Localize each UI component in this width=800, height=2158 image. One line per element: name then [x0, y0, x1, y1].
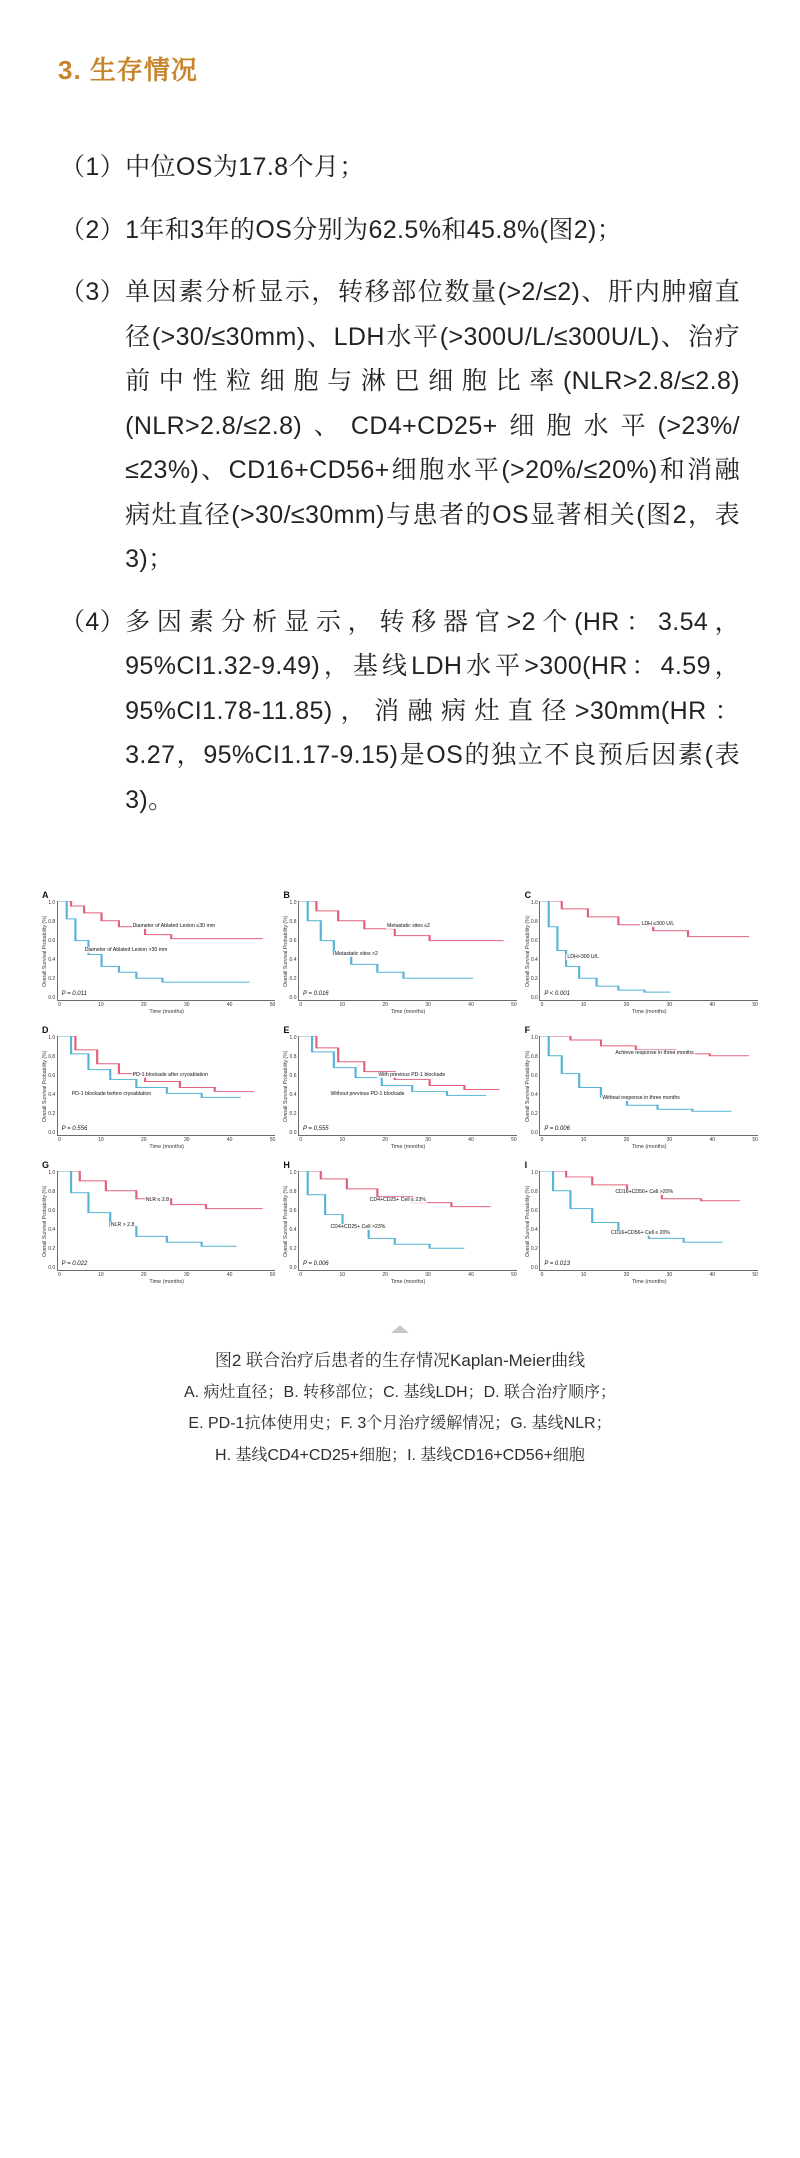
- y-tick: 0.0: [289, 1130, 297, 1136]
- p-value: P = 0.016: [302, 991, 329, 997]
- p-value: P = 0.006: [302, 1261, 329, 1267]
- x-tick: 40: [709, 1137, 716, 1143]
- x-tick: 0: [540, 1137, 544, 1143]
- y-axis-label: Overall Survival Probability (%): [524, 915, 531, 987]
- panel-letter: H: [283, 1160, 290, 1170]
- x-tick: 30: [666, 1002, 673, 1008]
- y-axis-label: Overall Survival Probability (%): [42, 1185, 48, 1257]
- panel-a: [40, 890, 277, 1015]
- x-tick: 10: [339, 1002, 346, 1008]
- x-tick: 0: [540, 1002, 544, 1008]
- y-axis-label: Overall Survival Probability (%): [283, 915, 290, 987]
- y-tick: 0.2: [530, 1111, 538, 1117]
- y-tick: 0.0: [48, 995, 56, 1001]
- y-tick: 0.8: [289, 1054, 297, 1060]
- list-item-text: 多因素分析显示，转移器官>2个(HR：3.54，95%CI1.32-9.49)，基线LDH水平>300(HR：4.59，95%CI1.78-11.85)，消融病灶直径>30mm(HR：3.27，95%CI1.17-9.15)是OS的独立不良预后因素(表3)。: [125, 607, 740, 814]
- survival-curves: [299, 1036, 517, 1135]
- y-axis-label: Overall Survival Probability (%): [42, 915, 48, 987]
- list-item-text: 中位OS为17.8个月；: [125, 153, 365, 181]
- y-tick: 1.0: [289, 900, 297, 906]
- y-tick: 0.0: [530, 1130, 538, 1136]
- list-item-text: 单因素分析显示，转移部位数量(>2/≤2)、肝内肿瘤直径(>30/≤30mm)、LDH水平(>300U/L/≤300U/L)、治疗前中性粒细胞与淋巴细胞比率(NLR>2.8/≤2.8)(NLR>2.8/≤2.8)、CD4+CD25+细胞水平(>23%/≤23%)、CD16+CD56+细胞水平(>20%/≤20%)和消融病灶直径(>30/≤30mm)与患者的OS显著相关(图2，表3)；: [125, 278, 740, 573]
- curve-label: NLR ≤ 2.8: [145, 1196, 170, 1203]
- y-tick: 0.8: [48, 1189, 56, 1195]
- x-axis-ticks: [541, 1138, 758, 1143]
- survival-curves: [58, 1171, 276, 1270]
- y-tick: 0.4: [530, 1092, 538, 1098]
- y-tick: 0.8: [48, 919, 56, 925]
- x-tick: 0: [299, 1137, 303, 1143]
- x-tick: 0: [299, 1272, 303, 1278]
- y-tick: 0.4: [289, 1227, 297, 1233]
- x-tick: 20: [382, 1272, 388, 1278]
- p-value: P = 0.013: [544, 1261, 570, 1267]
- plot-area: [57, 1171, 276, 1271]
- x-axis-label: Time (months): [632, 1009, 667, 1015]
- panel-f: [523, 1025, 760, 1150]
- p-value: P = 0.022: [61, 1261, 88, 1267]
- caption-line: H. 基线CD4+CD25+细胞；I. 基线CD16+CD56+细胞: [215, 1446, 585, 1464]
- curve-label: CD4+CD25+ Cell >23%: [330, 1224, 386, 1231]
- x-axis-ticks: [299, 1003, 516, 1008]
- x-tick: 40: [709, 1002, 716, 1008]
- y-tick: 0.0: [289, 1265, 297, 1271]
- x-axis-label: Time (months): [390, 1009, 426, 1015]
- curve-label: PD-1 blockade after cryoablation: [132, 1071, 208, 1078]
- list-item-marker: （3）: [60, 278, 126, 306]
- caption-line: A. 病灶直径；B. 转移部位；C. 基线LDH；D. 联合治疗顺序；: [183, 1384, 617, 1402]
- y-axis-ticks: [531, 1171, 539, 1271]
- x-tick: 50: [752, 1137, 758, 1143]
- p-value: P = 0.556: [61, 1126, 88, 1132]
- y-tick: 0.8: [48, 1054, 56, 1060]
- plot-area: [57, 901, 276, 1001]
- list-item: [60, 208, 740, 253]
- x-tick: 50: [752, 1272, 758, 1278]
- x-tick: 30: [666, 1272, 673, 1278]
- x-axis-label: Time (months): [390, 1279, 426, 1285]
- y-tick: 0.8: [289, 1189, 297, 1195]
- plot-area: [298, 1171, 517, 1271]
- y-tick: 0.6: [48, 1208, 56, 1214]
- y-tick: 0.6: [289, 1208, 297, 1214]
- x-tick: 50: [752, 1002, 758, 1008]
- y-tick: 0.2: [530, 976, 538, 982]
- curve-label: PD-1 blockade before cryoablation: [71, 1091, 152, 1098]
- plot-area: [539, 1171, 758, 1271]
- x-tick: 30: [183, 1272, 190, 1278]
- list-item-text: 1年和3年的OS分别为62.5%和45.8%(图2)；: [125, 215, 623, 244]
- bottom-spacer: [0, 1471, 800, 1511]
- y-axis-ticks: [48, 1171, 56, 1271]
- survival-curves: [58, 1036, 276, 1135]
- x-tick: 20: [382, 1137, 388, 1143]
- x-axis-ticks: [299, 1273, 516, 1278]
- x-tick: 30: [666, 1137, 673, 1143]
- p-value: P = 0.006: [544, 1126, 570, 1132]
- figure-2: [40, 884, 760, 1471]
- list-item: [60, 145, 740, 190]
- panel-letter: F: [524, 1025, 531, 1035]
- panel-h: [281, 1160, 518, 1285]
- x-tick: 10: [98, 1272, 104, 1278]
- y-tick: 0.6: [289, 938, 297, 944]
- plot-area: [539, 1036, 758, 1136]
- y-tick: 1.0: [530, 1170, 538, 1176]
- plot-area: [298, 901, 517, 1001]
- panel-letter: B: [283, 890, 290, 900]
- survival-curves: [299, 901, 517, 1000]
- curve-label: Diameter of Ablated Lesion ≤30 mm: [132, 922, 216, 929]
- x-tick: 30: [183, 1002, 190, 1008]
- list-item-marker: （2）: [60, 215, 126, 244]
- y-tick: 1.0: [48, 900, 56, 906]
- y-tick: 0.8: [530, 1054, 538, 1060]
- section-title-text: 生存情况: [89, 55, 198, 85]
- y-axis-ticks: [531, 901, 539, 1001]
- y-tick: 1.0: [289, 1035, 297, 1041]
- x-tick: 0: [299, 1002, 303, 1008]
- survival-curves: [540, 901, 758, 1000]
- y-tick: 0.2: [289, 1246, 297, 1252]
- y-axis-ticks: [531, 1036, 539, 1136]
- y-axis-ticks: [290, 901, 298, 1001]
- y-axis-label: Overall Survival Probability (%): [283, 1050, 290, 1122]
- list-item-marker: （1）: [60, 153, 126, 181]
- y-axis-label: Overall Survival Probability (%): [524, 1185, 531, 1257]
- x-tick: 0: [58, 1272, 61, 1278]
- y-axis-ticks: [48, 901, 56, 1001]
- x-tick: 10: [580, 1272, 587, 1278]
- document-page: [0, 50, 800, 2158]
- y-tick: 0.8: [530, 1189, 538, 1195]
- y-axis-label: Overall Survival Probability (%): [524, 1050, 531, 1122]
- curve-label: With previous PD-1 blockade: [378, 1071, 446, 1078]
- x-tick: 20: [623, 1002, 630, 1008]
- panel-letter: E: [283, 1025, 290, 1035]
- y-tick: 0.2: [48, 976, 56, 982]
- y-tick: 1.0: [289, 1170, 297, 1176]
- caption-line: E. PD-1抗体使用史；F. 3个月治疗缓解情况；G. 基线NLR；: [188, 1415, 612, 1433]
- x-tick: 20: [382, 1002, 388, 1008]
- x-tick: 40: [468, 1272, 474, 1278]
- x-axis-label: Time (months): [632, 1279, 667, 1285]
- x-tick: 30: [425, 1137, 431, 1143]
- y-tick: 0.6: [289, 1073, 297, 1079]
- curve-label: LDH ≤300 U/L: [641, 920, 675, 927]
- list-item-marker: （4）: [60, 607, 126, 636]
- x-axis-ticks: [58, 1138, 275, 1143]
- plot-area: [57, 1036, 276, 1136]
- y-tick: 0.4: [530, 957, 538, 963]
- y-tick: 0.6: [48, 1073, 56, 1079]
- y-tick: 0.6: [530, 1073, 538, 1079]
- x-axis-ticks: [58, 1273, 275, 1278]
- x-tick: 10: [339, 1137, 346, 1143]
- x-tick: 40: [468, 1137, 474, 1143]
- x-tick: 40: [226, 1137, 233, 1143]
- x-tick: 20: [623, 1137, 630, 1143]
- y-axis-ticks: [290, 1171, 298, 1271]
- curve-label: LDH>300 U/L: [567, 954, 599, 961]
- panel-b: [281, 890, 518, 1015]
- x-axis-label: Time (months): [632, 1144, 667, 1150]
- curve-label: Without response in three months: [602, 1095, 680, 1102]
- curve-label: Without previous PD-1 blockade: [330, 1091, 405, 1098]
- y-tick: 1.0: [530, 900, 538, 906]
- y-tick: 0.2: [289, 1111, 297, 1117]
- x-axis-label: Time (months): [149, 1144, 184, 1150]
- panel-i: [523, 1160, 760, 1285]
- x-tick: 20: [623, 1272, 630, 1278]
- y-axis-ticks: [48, 1036, 56, 1136]
- x-tick: 50: [269, 1002, 276, 1008]
- x-axis-ticks: [299, 1138, 516, 1143]
- panel-letter: C: [524, 890, 532, 900]
- x-tick: 20: [141, 1137, 147, 1143]
- x-tick: 30: [425, 1272, 431, 1278]
- y-tick: 0.0: [530, 995, 538, 1001]
- panel-letter: G: [42, 1160, 50, 1170]
- x-tick: 10: [580, 1002, 587, 1008]
- x-tick: 10: [580, 1137, 587, 1143]
- x-tick: 30: [183, 1137, 190, 1143]
- y-tick: 0.8: [289, 919, 297, 925]
- y-tick: 0.6: [530, 1208, 538, 1214]
- figure-caption: [40, 1325, 760, 1471]
- x-tick: 50: [511, 1272, 517, 1278]
- x-tick: 10: [98, 1002, 104, 1008]
- x-tick: 10: [339, 1272, 346, 1278]
- x-tick: 0: [58, 1002, 61, 1008]
- x-tick: 40: [709, 1272, 716, 1278]
- curve-label: CD4+CD25+ Cell ≤ 23%: [369, 1196, 426, 1203]
- y-tick: 1.0: [530, 1035, 538, 1041]
- x-axis-label: Time (months): [149, 1009, 184, 1015]
- curve-label: Metastatic sites >2: [334, 950, 378, 957]
- survival-curves: [299, 1171, 517, 1270]
- curve-label: Diameter of Ablated Lesion >30 mm: [84, 946, 168, 953]
- x-tick: 10: [98, 1137, 104, 1143]
- x-tick: 40: [226, 1002, 233, 1008]
- y-axis-label: Overall Survival Probability (%): [42, 1050, 48, 1122]
- section-number: 3.: [58, 55, 82, 85]
- y-tick: 0.4: [530, 1227, 538, 1233]
- p-value: P = 0.011: [61, 991, 87, 997]
- panel-letter: I: [524, 1160, 528, 1170]
- y-axis-ticks: [290, 1036, 298, 1136]
- y-tick: 0.0: [48, 1130, 56, 1136]
- y-axis-label: Overall Survival Probability (%): [283, 1185, 290, 1257]
- x-tick: 40: [468, 1002, 474, 1008]
- y-tick: 0.6: [530, 938, 538, 944]
- x-axis-ticks: [58, 1003, 275, 1008]
- x-tick: 50: [511, 1137, 517, 1143]
- y-tick: 0.2: [289, 976, 297, 982]
- plot-area: [298, 1036, 517, 1136]
- curve-label: Achieve response in three months: [615, 1049, 694, 1056]
- x-tick: 20: [141, 1002, 147, 1008]
- y-tick: 0.0: [289, 995, 297, 1001]
- p-value: P = 0.555: [302, 1126, 329, 1132]
- x-axis-label: Time (months): [149, 1279, 184, 1285]
- curve-label: CD16+CD56+ Cell >20%: [615, 1188, 674, 1195]
- survival-curves: [540, 1171, 758, 1270]
- y-tick: 0.4: [48, 1227, 56, 1233]
- x-tick: 0: [58, 1137, 61, 1143]
- y-tick: 0.2: [530, 1246, 538, 1252]
- y-tick: 0.4: [289, 957, 297, 963]
- x-axis-ticks: [541, 1273, 758, 1278]
- x-tick: 50: [511, 1002, 517, 1008]
- x-tick: 40: [226, 1272, 233, 1278]
- panel-c: [523, 890, 760, 1015]
- caption-title: 图2 联合治疗后患者的生存情况Kaplan-Meier曲线: [214, 1351, 586, 1370]
- plot-area: [539, 901, 758, 1001]
- y-tick: 1.0: [48, 1035, 56, 1041]
- y-tick: 0.4: [48, 1092, 56, 1098]
- p-value: P < 0.001: [544, 991, 570, 997]
- x-tick: 50: [269, 1137, 276, 1143]
- x-tick: 30: [425, 1002, 431, 1008]
- curve-label: Metastatic sites ≤2: [387, 922, 430, 929]
- triangle-up-icon: [391, 1325, 409, 1333]
- list-item: [60, 270, 740, 582]
- panel-d: [40, 1025, 277, 1150]
- y-tick: 0.8: [530, 919, 538, 925]
- y-tick: 0.2: [48, 1246, 56, 1252]
- y-tick: 0.4: [48, 957, 56, 963]
- panel-g: [40, 1160, 277, 1285]
- y-tick: 0.4: [289, 1092, 297, 1098]
- x-axis-ticks: [541, 1003, 758, 1008]
- curve-label: NLR > 2.8: [110, 1222, 135, 1229]
- section-heading: [58, 50, 800, 87]
- y-tick: 0.0: [48, 1265, 56, 1271]
- curve-label: CD16+CD56+ Cell ≤ 20%: [610, 1230, 671, 1237]
- x-tick: 0: [540, 1272, 544, 1278]
- panel-e: [281, 1025, 518, 1150]
- y-tick: 1.0: [48, 1170, 56, 1176]
- y-tick: 0.2: [48, 1111, 56, 1117]
- panel-letter: D: [42, 1025, 49, 1035]
- list-item: [60, 600, 740, 823]
- panel-letter: A: [42, 890, 49, 900]
- x-tick: 50: [269, 1272, 276, 1278]
- numbered-list: [60, 145, 740, 822]
- x-tick: 20: [141, 1272, 147, 1278]
- y-tick: 0.0: [530, 1265, 538, 1271]
- y-tick: 0.6: [48, 938, 56, 944]
- kaplan-meier-panel-grid: [40, 890, 760, 1285]
- x-axis-label: Time (months): [390, 1144, 426, 1150]
